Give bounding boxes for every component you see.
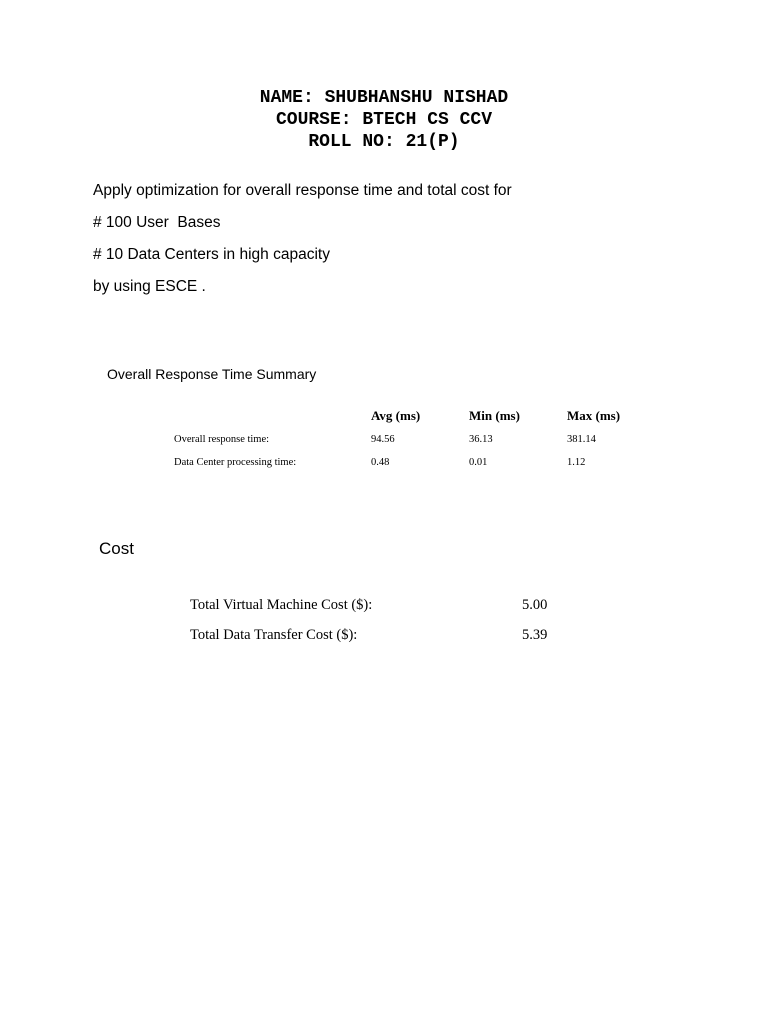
response-summary-table [174, 404, 647, 474]
cost-label: Total Virtual Machine Cost ($): [190, 596, 373, 613]
task-line: # 10 Data Centers in high capacity [93, 246, 330, 263]
student-name: NAME: SHUBHANSHU NISHAD [259, 88, 509, 108]
column-header-max: Max (ms) [567, 408, 621, 423]
task-line: by using ESCE . [93, 278, 206, 295]
student-roll-number: ROLL NO: 21(P) [308, 132, 460, 152]
table-row [174, 428, 647, 451]
table-row [174, 451, 647, 474]
cell-max: 1.12 [567, 457, 586, 468]
column-header-min: Min (ms) [469, 408, 520, 423]
student-header [0, 87, 768, 153]
task-line: Apply optimization for overall response time and total cost for [93, 182, 512, 199]
student-course: COURSE: BTECH CS CCV [275, 110, 493, 130]
cell-avg: 94.56 [371, 434, 395, 445]
cell-avg: 0.48 [371, 457, 390, 468]
cost-value: 5.39 [522, 626, 548, 643]
task-description [93, 180, 512, 308]
task-line: # 100 User Bases [93, 214, 221, 231]
cost-value: 5.00 [522, 596, 548, 613]
cost-title: Cost [99, 539, 134, 558]
cost-row [190, 590, 582, 620]
cost-table [190, 590, 582, 650]
row-label: Overall response time: [174, 434, 270, 445]
row-label: Data Center processing time: [174, 457, 297, 468]
cell-min: 36.13 [469, 434, 493, 445]
column-header-avg: Avg (ms) [371, 408, 421, 423]
cell-min: 0.01 [469, 457, 488, 468]
cost-label: Total Data Transfer Cost ($): [190, 626, 358, 643]
cost-row [190, 620, 582, 650]
table-header-row [174, 404, 647, 428]
response-summary-title: Overall Response Time Summary [107, 366, 317, 382]
cell-max: 381.14 [567, 434, 596, 445]
